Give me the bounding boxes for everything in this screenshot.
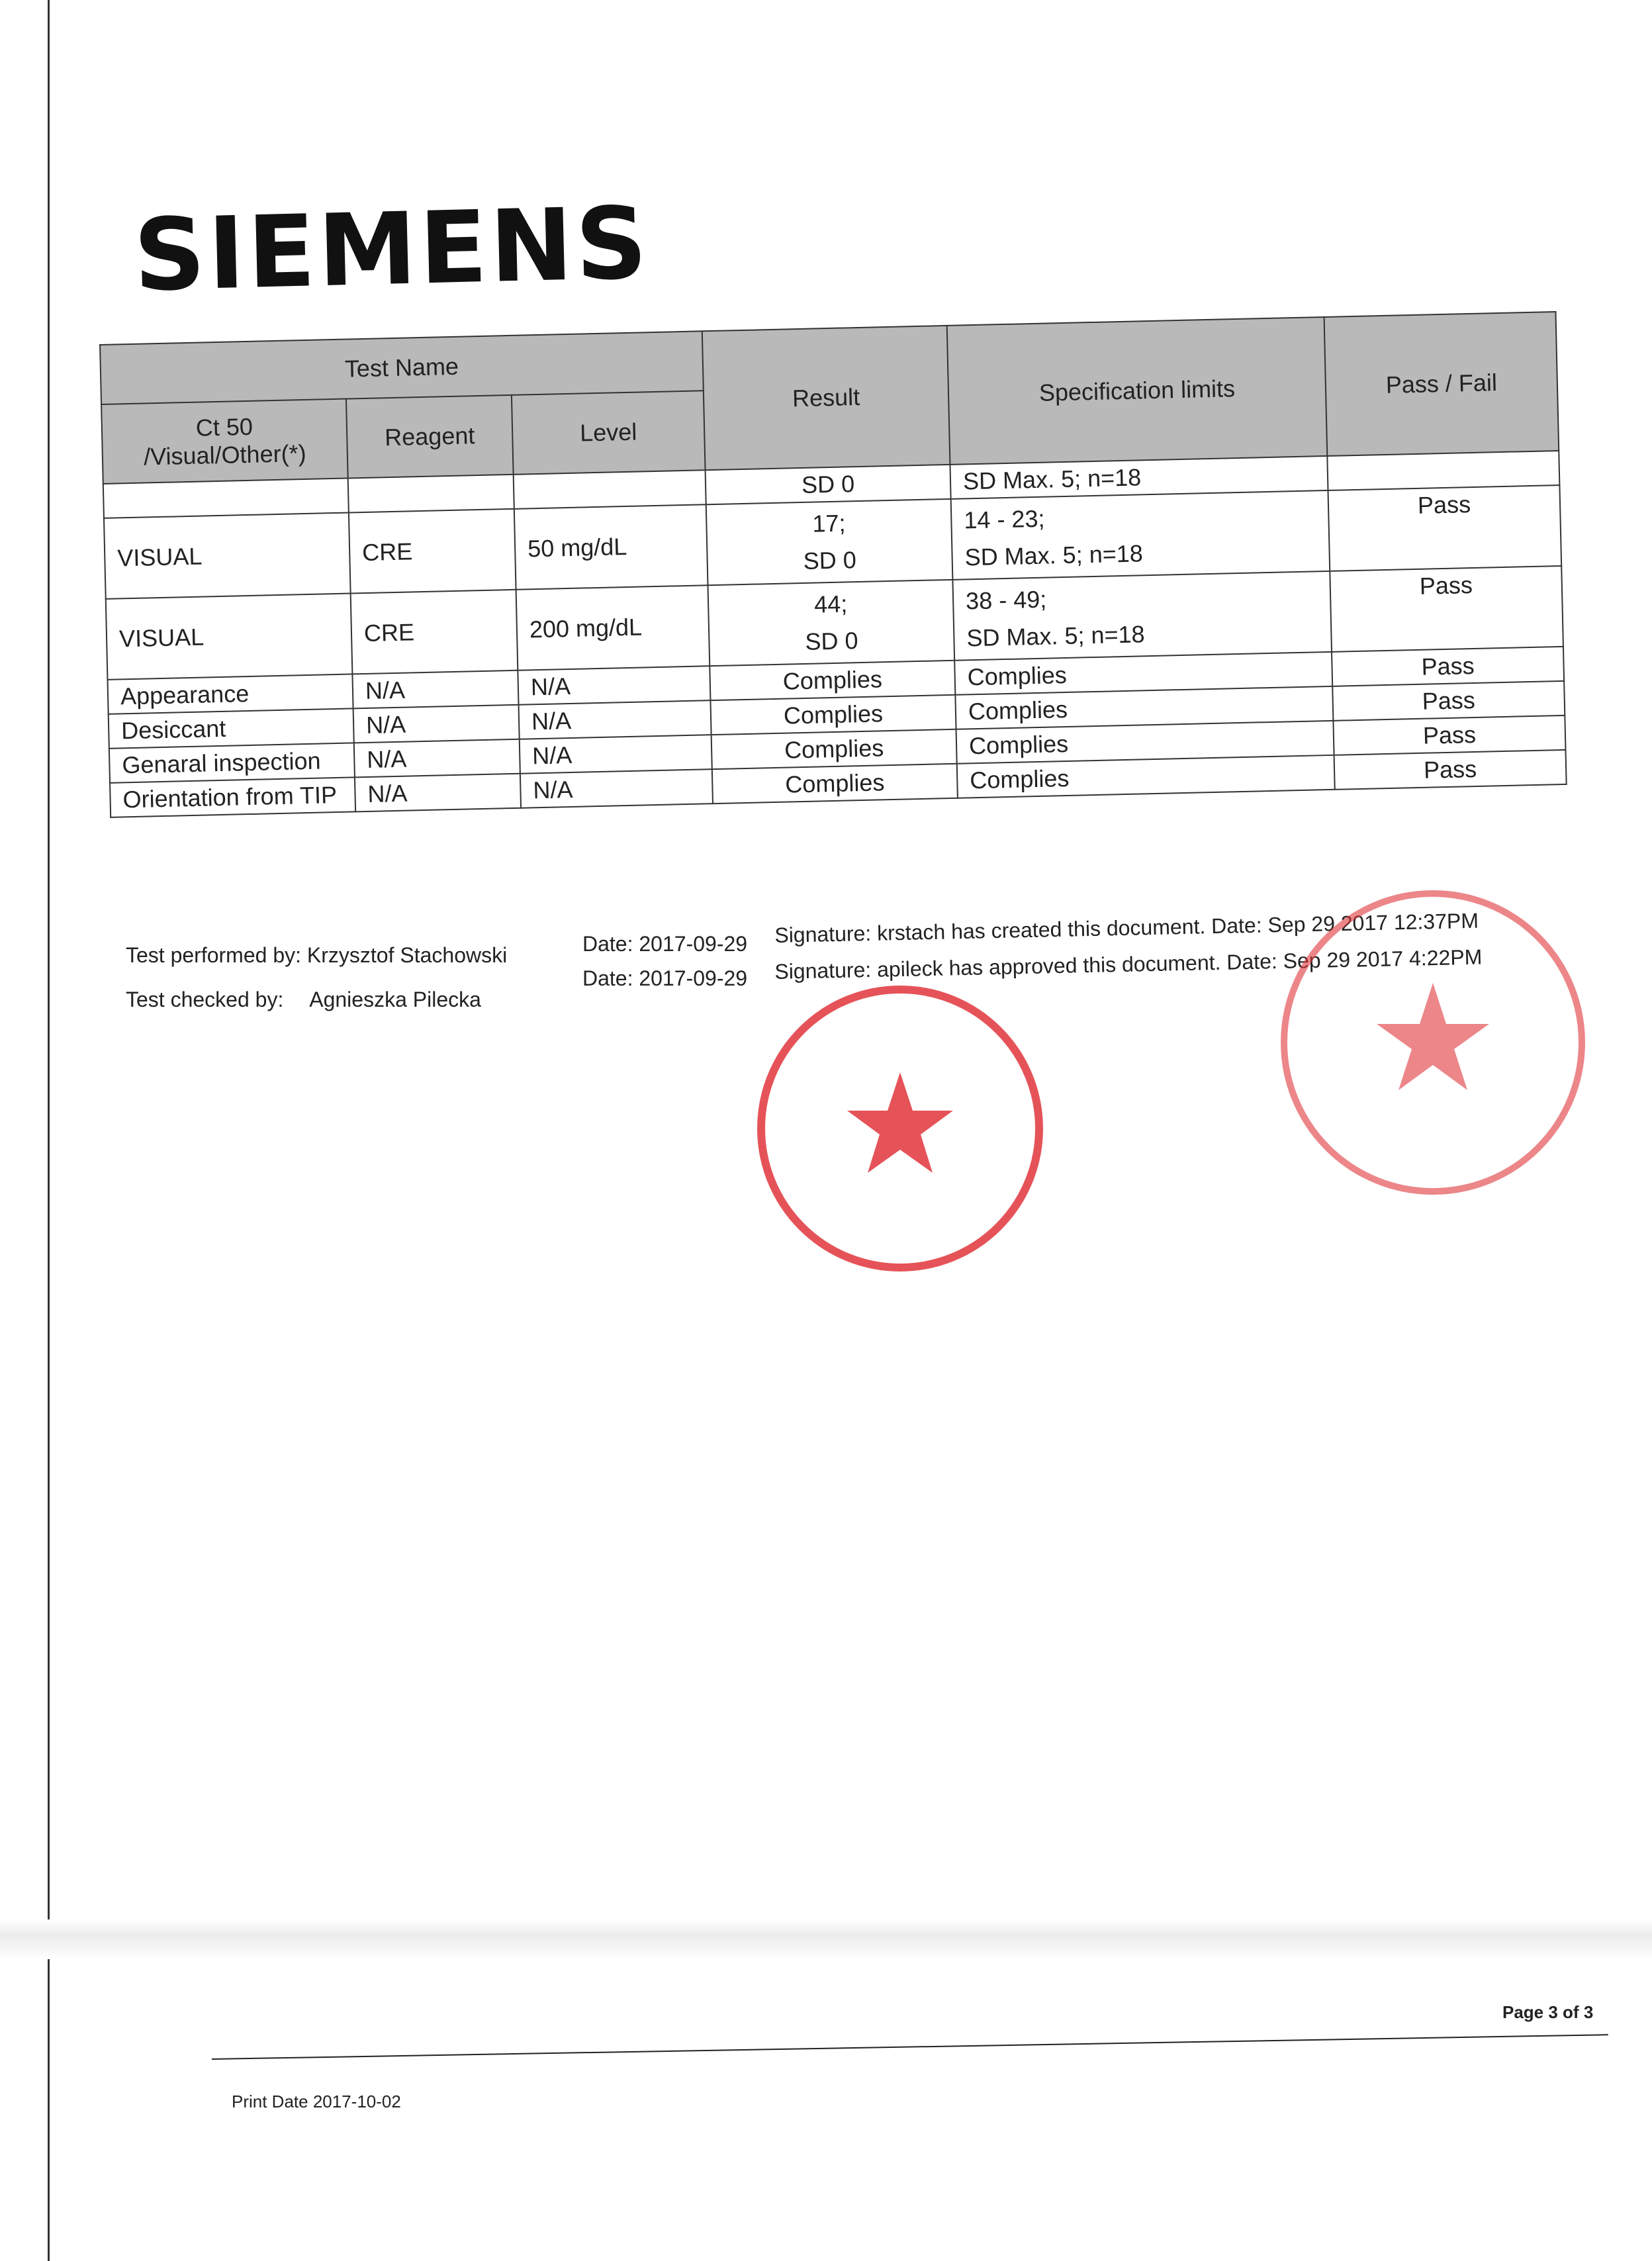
level-cell: N/A — [518, 666, 710, 705]
result-line: 44; — [813, 590, 848, 618]
results-table-wrapper — [99, 311, 1567, 818]
results-table — [99, 311, 1567, 818]
header-spec-limits: Specification limits — [947, 317, 1328, 465]
spec-cell: SD Max. 5; n=18 — [950, 456, 1328, 499]
siemens-logo: SIEMENS — [132, 185, 651, 314]
level-cell: 200 mg/dL — [516, 585, 710, 670]
reagent-cell: N/A — [355, 774, 521, 812]
checked-by — [126, 988, 481, 1012]
result-cell: Complies — [710, 695, 956, 735]
result-line: 17; — [811, 509, 846, 537]
paper-fold — [0, 1919, 1652, 1959]
signature-2: Signature: apileck has approved this document. Date: Sep 29 2017 4:22PM — [774, 945, 1483, 984]
ct-cell: VISUAL — [106, 593, 353, 679]
reagent-cell: N/A — [353, 705, 520, 743]
spec-line: SD Max. 5; n=18 — [966, 620, 1145, 652]
page-number: Page 3 of 3 — [1502, 2002, 1594, 2022]
ct-cell: Genaral inspection — [109, 743, 355, 782]
result-cell: Complies — [712, 764, 958, 804]
header-level: Level — [512, 391, 706, 475]
performed-label: Test performed by: — [126, 943, 301, 967]
level-cell: N/A — [519, 700, 711, 739]
spec-cell: Complies — [957, 755, 1335, 798]
performed-by — [126, 943, 507, 968]
level-cell: 50 mg/dL — [514, 504, 708, 590]
reagent-cell: N/A — [352, 670, 518, 709]
company-stamp-1 — [751, 980, 1049, 1277]
header-reagent: Reagent — [346, 395, 514, 479]
spec-cell: Complies — [954, 652, 1332, 695]
print-date: Print Date 2017-10-02 — [232, 2092, 401, 2111]
header-result: Result — [702, 326, 950, 470]
date-2: Date: 2017-09-29 — [582, 966, 748, 990]
result-cell: Complies — [711, 729, 957, 769]
header-pass-fail: Pass / Fail — [1324, 312, 1559, 456]
ct-cell: Orientation from TIP — [110, 777, 355, 817]
reagent-cell: CRE — [351, 590, 518, 674]
result-cell: SD 0 — [706, 465, 951, 504]
pass-cell: Pass — [1328, 485, 1562, 571]
spec-line: 38 - 49; — [965, 585, 1047, 615]
result-line: SD 0 — [804, 627, 858, 655]
result-cell: Complies — [710, 661, 955, 700]
signature-1: Signature: krstach has created this document. Date: Sep 29 2017 12:37PM — [774, 908, 1479, 947]
date-1: Date: 2017-09-29 — [582, 932, 748, 956]
level-cell: N/A — [520, 769, 713, 808]
pass-cell: Pass — [1332, 647, 1564, 686]
ct-cell: Desiccant — [109, 708, 354, 748]
checked-name: Agnieszka Pilecka — [309, 988, 481, 1011]
checked-label: Test checked by: — [126, 988, 284, 1011]
ct-cell: VISUAL — [104, 513, 351, 599]
spec-cell — [951, 490, 1330, 580]
company-stamp-2 — [1274, 884, 1592, 1201]
spec-line: SD Max. 5; n=18 — [964, 539, 1144, 571]
spec-cell — [952, 571, 1332, 661]
result-cell — [706, 499, 953, 585]
header-ct50: Ct 50 /Visual/Other(*) — [101, 399, 348, 484]
pass-cell: Pass — [1334, 750, 1567, 790]
header-test-name: Test Name — [100, 331, 704, 404]
pass-cell: Pass — [1330, 566, 1563, 652]
footer-divider — [212, 2034, 1608, 2060]
reagent-cell: CRE — [349, 509, 516, 594]
ct-cell: Appearance — [108, 674, 353, 714]
spec-cell: Complies — [955, 686, 1333, 729]
result-line: SD 0 — [803, 546, 857, 575]
result-cell — [708, 580, 955, 666]
performed-name: Krzysztof Stachowski — [306, 943, 508, 967]
level-cell: N/A — [520, 735, 712, 774]
pass-cell: Pass — [1333, 715, 1565, 755]
reagent-cell: N/A — [354, 739, 520, 778]
spec-cell: Complies — [956, 721, 1334, 764]
spec-line: 14 - 23; — [963, 504, 1045, 534]
pass-cell: Pass — [1332, 681, 1565, 721]
